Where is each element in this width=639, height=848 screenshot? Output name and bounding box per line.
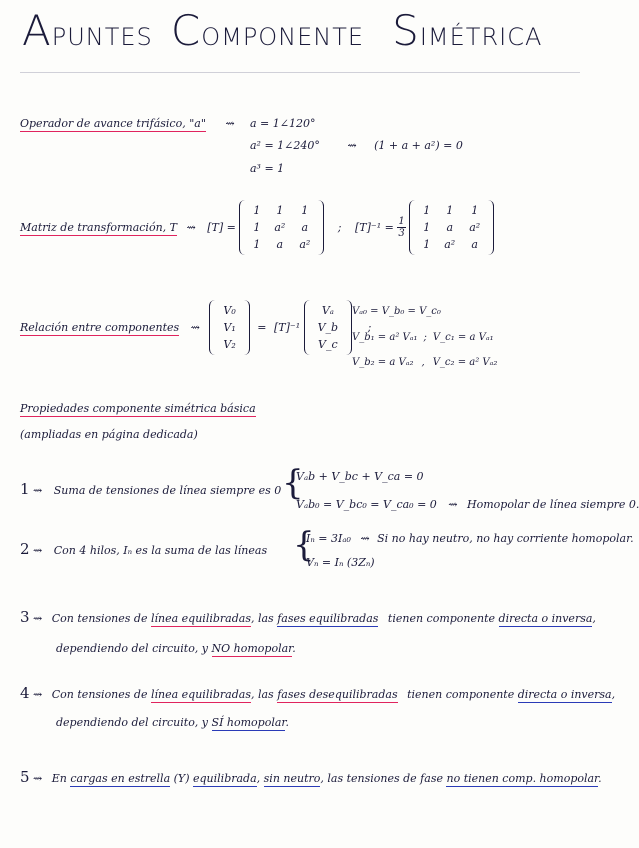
arrow-icon: ⇝ [360, 532, 370, 545]
arrow-icon: ⇝ [448, 498, 458, 511]
properties-heading: Propiedades componente simétrica básica [20, 402, 256, 415]
property-5: 5 ⇝ En cargas en estrella (Y) equilibrada, sin neutro, las tensiones de fase no tienen comp. homopolar. [20, 768, 602, 786]
operator-label: Operador de avance trifásico, "a" [20, 117, 206, 130]
property-1: 1 ⇝ Suma de tensiones de línea siempre es 0 [20, 480, 282, 498]
relation-label: Relación entre componentes [20, 321, 180, 334]
property-4: 4 ⇝ Con tensiones de línea equilibradas, las fases desequilibradas tienen componente directa o inversa, [20, 684, 616, 702]
arrow-icon: ⇝ [33, 772, 43, 785]
arrow-icon: ⇝ [33, 544, 43, 557]
property-1-eq1: Vₐb + V_bc + V_ca = 0 [296, 470, 424, 483]
arrow-icon: ⇝ [347, 139, 357, 152]
matrix-section: Matriz de transformación, T ⇝ [T] = 1 1 1 1 a² a 1 a a² ; [T]⁻¹ = $\frac{1}{3}$ 1 1 1 1 a a² 1 a² a [20, 200, 494, 255]
vector-sequence: V₀ V₁ V₂ [209, 300, 249, 355]
property-4-line2: dependiendo del circuito, y SÍ homopolar. [56, 716, 289, 729]
properties-subheading: (ampliadas en página dedicada) [20, 428, 198, 441]
title-divider [20, 72, 580, 73]
arrow-icon: ⇝ [33, 612, 43, 625]
arrow-icon: ⇝ [186, 221, 196, 234]
relation-eq3: V_b₂ = a Vₐ₂ , V_c₂ = a² Vₐ₂ [352, 357, 498, 368]
property-2-eq2: Vₙ = Iₙ (3Zₙ) [306, 556, 375, 569]
matrix-T: 1 1 1 1 a² a 1 a a² [239, 200, 324, 255]
relation-eq2: V_b₁ = a² Vₐ₁ ; V_c₁ = a Vₐ₁ [352, 332, 494, 343]
arrow-icon: ⇝ [225, 117, 235, 130]
operator-eq1: a = 1∠120° [250, 117, 316, 130]
vector-phase: Vₐ V_b V_c [304, 300, 353, 355]
brace: { [293, 525, 315, 565]
property-3: 3 ⇝ Con tensiones de línea equilibradas, las fases equilibradas tienen componente directa o inversa, [20, 608, 596, 626]
property-2: 2 ⇝ Con 4 hilos, Iₙ es la suma de las líneas [20, 540, 268, 558]
arrow-icon: ⇝ [33, 688, 43, 701]
property-3-line2: dependiendo del circuito, y NO homopolar. [56, 642, 296, 655]
arrow-icon: ⇝ [190, 321, 200, 334]
operator-eq3: a³ = 1 [250, 162, 285, 175]
arrow-icon: ⇝ [33, 484, 43, 497]
operator-section [20, 117, 235, 130]
relation-eq1: Vₐ₀ = V_b₀ = V_c₀ [352, 306, 441, 317]
property-1-eq2: Vₐb₀ = V_bc₀ = V_ca₀ = 0 ⇝ Homopolar de línea siempre 0. [296, 498, 639, 511]
page-title: APUNTES COMPONENTE SIMÉTRICA [22, 6, 543, 55]
fraction-one-third: $\frac{1}{3}$ [398, 216, 405, 239]
relation-section: Relación entre componentes ⇝ V₀ V₁ V₂ = [T]⁻¹ Vₐ V_b V_c ; [20, 300, 371, 355]
matrix-T-inverse: 1 1 1 1 a a² 1 a² a [409, 200, 494, 255]
property-2-eq1: Iₙ = 3Iₐ₀ ⇝ Si no hay neutro, no hay corriente homopolar. [306, 532, 634, 545]
matrix-label: Matriz de transformación, T [20, 221, 177, 234]
operator-eq2: a² = 1∠240° ⇝ (1 + a + a²) = 0 [250, 139, 463, 152]
brace: { [282, 463, 304, 503]
